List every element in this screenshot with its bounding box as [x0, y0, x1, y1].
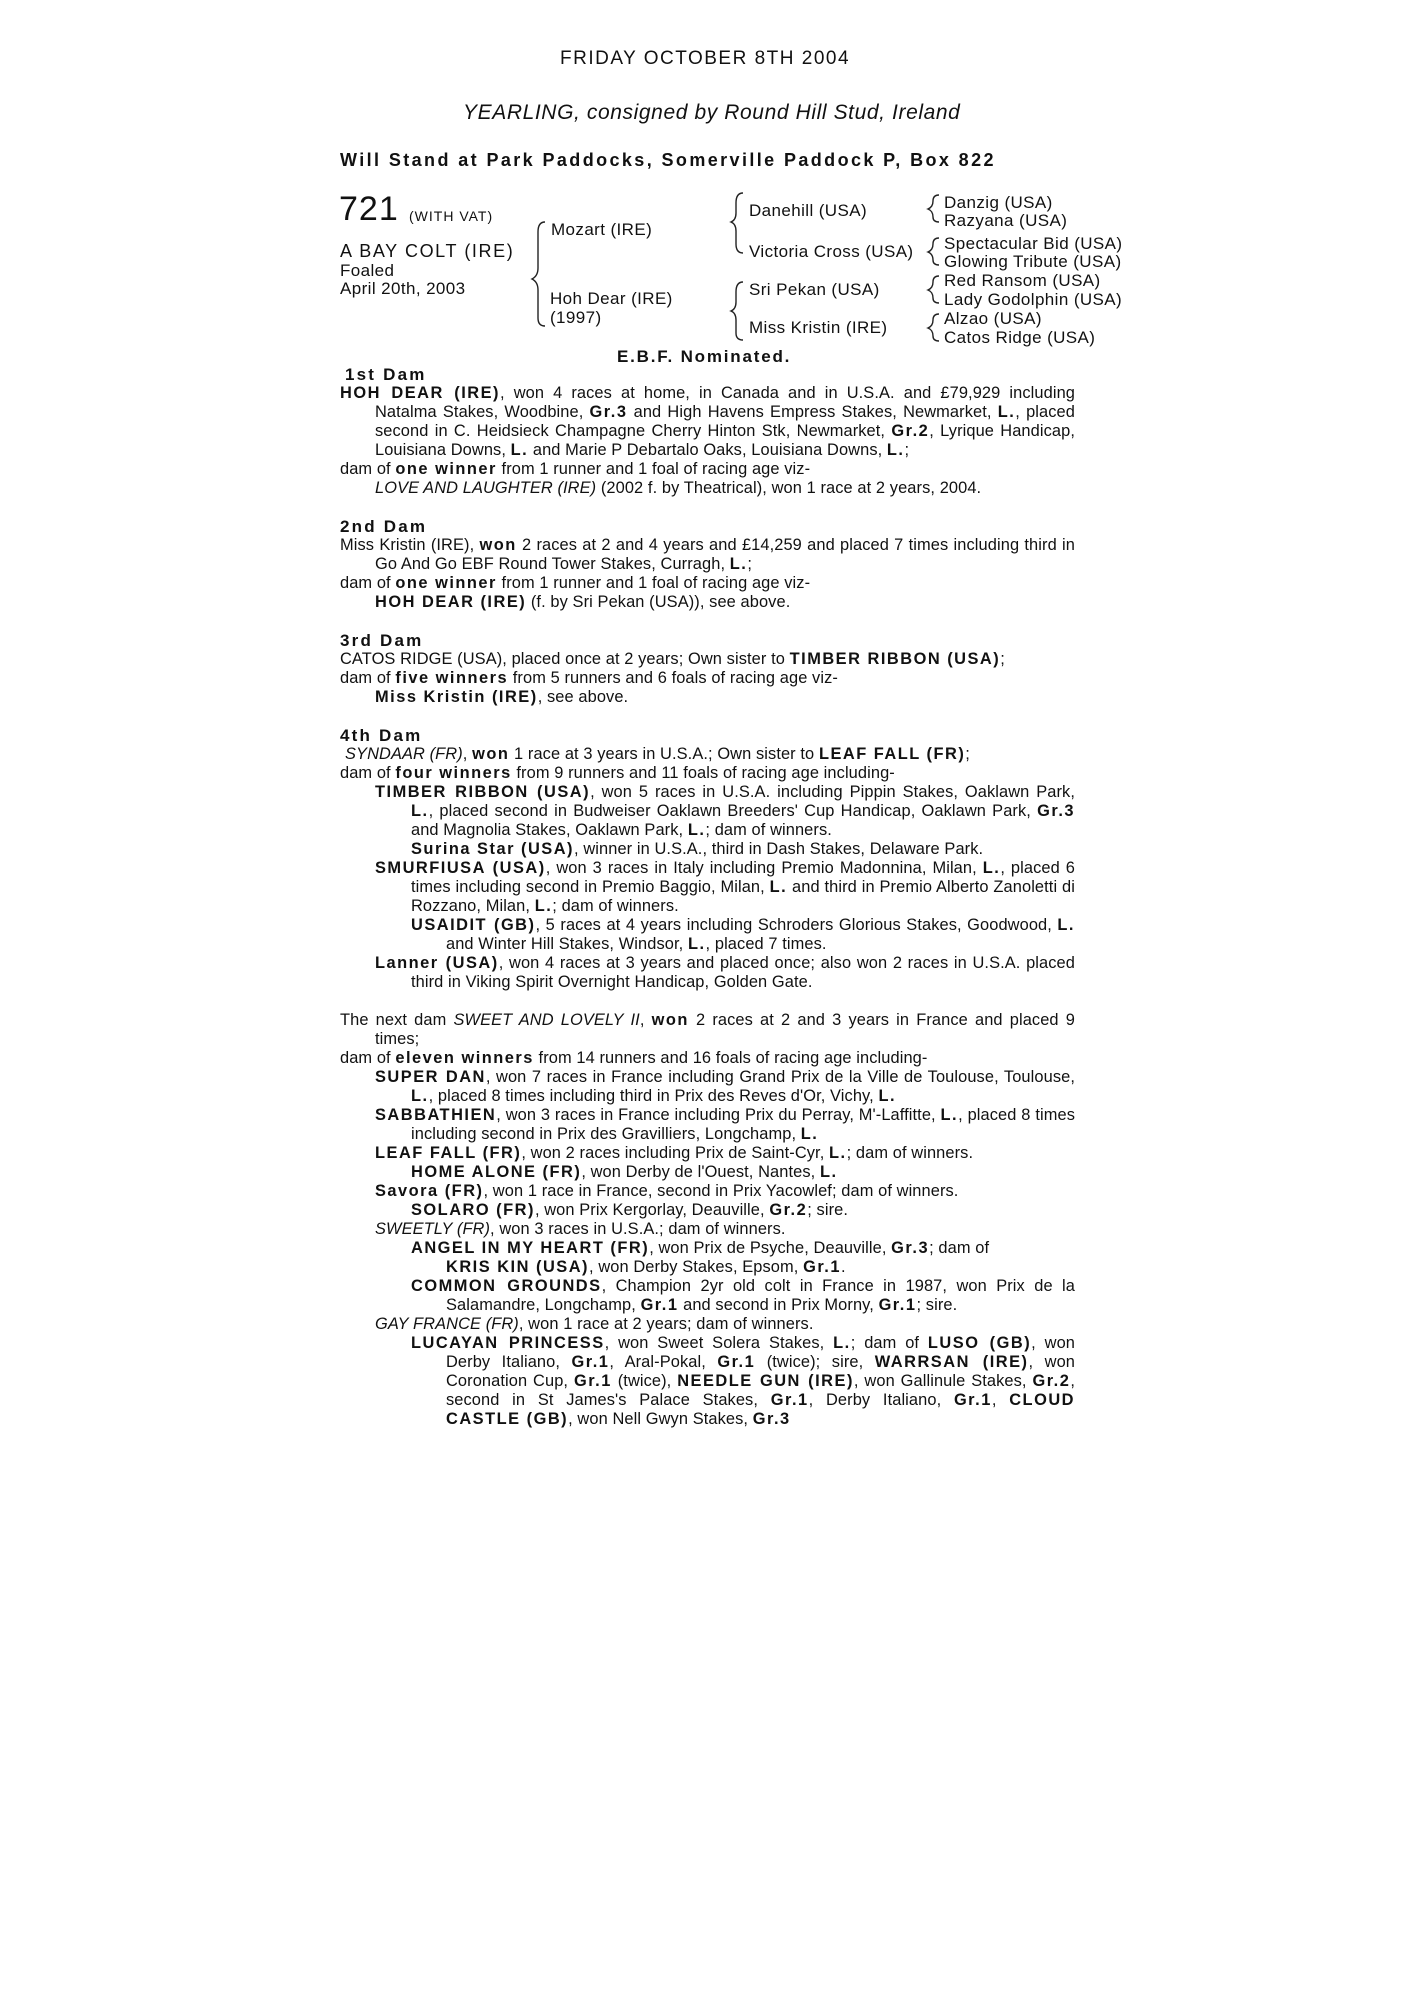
- stand-location: Will Stand at Park Paddocks, Somerville Paddock P, Box 822: [340, 150, 996, 170]
- lot-number: 721: [339, 190, 399, 228]
- smurfiusa-entry: SMURFIUSA (USA), won 3 races in Italy including Premio Madonnina, Milan, L., placed 6 times including second in Premio Baggio, Milan, L. and third in Premio Alberto Zanoletti di Rozzano, Milan, L.; dam of winners.: [375, 859, 1075, 915]
- first-dam-section: [340, 365, 1075, 498]
- common-grounds-entry: COMMON GROUNDS, Champion 2yr old colt in France in 1987, won Prix de la Salamandre, Longchamp, Gr.1 and second in Prix Morny, Gr.1; sire.: [411, 1277, 1076, 1314]
- savora-entry: Savora (FR), won 1 race in France, second in Prix Yacowlef; dam of winners.: [375, 1182, 959, 1200]
- timber-ribbon-entry: TIMBER RIBBON (USA), won 5 races in U.S.A. including Pippin Stakes, Oaklawn Park, L., placed second in Budweiser Oaklawn Breeders' Cup Handicap, Oaklawn Park, Gr.3 and Magnolia Stakes, Oaklawn Park, L.; dam of winners.: [375, 783, 1076, 839]
- home-alone-entry: HOME ALONE (FR), won Derby de l'Ouest, Nantes, L.: [411, 1163, 838, 1181]
- second-dam-produce: dam of one winner from 1 runner and 1 foal of racing age viz-: [340, 574, 811, 592]
- fourth-dam-title: 4th Dam: [340, 726, 423, 745]
- ggp-4: Glowing Tribute (USA): [944, 252, 1122, 271]
- surina-star-entry: Surina Star (USA), winner in U.S.A., third in Dash Stakes, Delaware Park.: [411, 840, 984, 858]
- lucayan-princess-entry: LUCAYAN PRINCESS, won Sweet Solera Stakes, L.; dam of LUSO (GB), won Derby Italiano, Gr.1, Aral-Pokal, Gr.1 (twice); sire, WARRSAN (IRE), won Coronation Cup, Gr.1 (twice), NEEDLE GUN (IRE), won Gallinule Stakes, Gr.2, second in St James's Palace Stakes, Gr.1, Derby Italiano, Gr.1, CLOUD CASTLE (GB), won Nell Gwyn Stakes, Gr.3: [411, 1334, 1076, 1428]
- gay-france-entry: GAY FRANCE (FR), won 1 race at 2 years; dam of winners.: [375, 1315, 814, 1333]
- ebf-nomination: E.B.F. Nominated.: [617, 347, 792, 366]
- first-dam-name: HOH DEAR (IRE): [340, 384, 500, 402]
- second-dam-progeny: HOH DEAR (IRE) (f. by Sri Pekan (USA)), see above.: [375, 593, 791, 611]
- usaidit-entry: USAIDIT (GB), 5 races at 4 years including Schroders Glorious Stakes, Goodwood, L. and Winter Hill Stakes, Windsor, L., placed 7 times.: [411, 916, 1075, 953]
- sire-dam: Victoria Cross (USA): [749, 242, 914, 261]
- first-dam-produce: dam of one winner from 1 runner and 1 foal of racing age viz-: [340, 460, 811, 478]
- second-dam-record: Miss Kristin (IRE), won 2 races at 2 and 4 years and £14,259 and placed 7 times including third in Go And Go EBF Round Tower Stakes, Curragh, L.;: [340, 536, 1075, 573]
- third-dam-section: [340, 631, 1075, 707]
- super-dan-entry: SUPER DAN, won 7 races in France including Grand Prix de la Ville de Toulouse, Toulouse, L., placed 8 times including third in Prix des Reves d'Or, Vichy, L.: [375, 1068, 1075, 1105]
- fourth-dam-record: SYNDAAR (FR), won 1 race at 3 years in U.S.A.; Own sister to LEAF FALL (FR);: [345, 745, 970, 763]
- third-dam-record: CATOS RIDGE (USA), placed once at 2 years; Own sister to TIMBER RIBBON (USA);: [340, 650, 1005, 668]
- leaf-fall-entry: LEAF FALL (FR), won 2 races including Prix de Saint-Cyr, L.; dam of winners.: [375, 1144, 974, 1162]
- foaled-date: April 20th, 2003: [340, 279, 466, 298]
- dam-name: Hoh Dear (IRE): [550, 289, 673, 308]
- foaled-label: Foaled: [340, 261, 395, 280]
- sire-name: Mozart (IRE): [551, 220, 653, 239]
- ggp-6: Lady Godolphin (USA): [944, 290, 1123, 309]
- dam-sire: Sri Pekan (USA): [749, 280, 880, 299]
- lanner-entry: Lanner (USA), won 4 races at 3 years and placed once; also won 2 races in U.S.A. placed third in Viking Spirit Overnight Handicap, Golden Gate.: [375, 954, 1075, 991]
- sabbathien-entry: SABBATHIEN, won 3 races in France including Prix du Perray, M'-Laffitte, L., placed 8 times including second in Prix des Gravilliers, Longchamp, L.: [375, 1106, 1076, 1143]
- next-dam-section: [340, 1011, 1075, 1429]
- consignment-line: YEARLING, consigned by Round Hill Stud, Ireland: [463, 101, 961, 124]
- vat-note: (WITH VAT): [409, 208, 494, 224]
- fourth-dam-section: [340, 726, 1075, 992]
- third-dam-progeny: Miss Kristin (IRE), see above.: [375, 688, 629, 706]
- fourth-dam-produce: dam of four winners from 9 runners and 11 foals of racing age including-: [340, 764, 895, 782]
- pedigree-brackets: [0, 0, 1413, 360]
- kris-kin-entry: KRIS KIN (USA), won Derby Stakes, Epsom, Gr.1.: [446, 1258, 846, 1276]
- ggp-8: Catos Ridge (USA): [944, 328, 1096, 347]
- ggp-5: Red Ransom (USA): [944, 271, 1101, 290]
- first-dam-progeny: LOVE AND LAUGHTER (IRE) (2002 f. by Theatrical), won 1 race at 2 years, 2004.: [375, 479, 982, 497]
- next-dam-produce: dam of eleven winners from 14 runners and 16 foals of racing age including-: [340, 1049, 928, 1067]
- next-dam-record: The next dam SWEET AND LOVELY II, won 2 races at 2 and 3 years in France and placed 9 times;: [340, 1011, 1075, 1048]
- first-dam-record: HOH DEAR (IRE), won 4 races at home, in Canada and in U.S.A. and £79,929 including Natalma Stakes, Woodbine, Gr.3 and High Havens Empress Stakes, Newmarket, L., placed second in C. Heidsieck Champagne Cherry Hinton Stk, Newmarket, Gr.2, Lyrique Handicap, Louisiana Downs, L. and Marie P Debartalo Oaks, Louisiana Downs, L.;: [340, 384, 1075, 459]
- second-dam-title: 2nd Dam: [340, 517, 428, 536]
- ggp-2: Razyana (USA): [944, 211, 1068, 230]
- lot-description: A BAY COLT (IRE): [340, 241, 515, 261]
- solaro-entry: SOLARO (FR), won Prix Kergorlay, Deauville, Gr.2; sire.: [411, 1201, 849, 1219]
- ggp-3: Spectacular Bid (USA): [944, 234, 1123, 253]
- dam-lines: [340, 365, 1075, 1429]
- ggp-1: Danzig (USA): [944, 193, 1053, 212]
- sire-sire: Danehill (USA): [749, 201, 868, 220]
- dam-dam: Miss Kristin (IRE): [749, 318, 888, 337]
- dam-year: (1997): [550, 308, 602, 327]
- third-dam-title: 3rd Dam: [340, 631, 424, 650]
- sweetly-entry: SWEETLY (FR), won 3 races in U.S.A.; dam of winners.: [375, 1220, 786, 1238]
- second-dam-section: [340, 517, 1075, 612]
- angel-in-my-heart-entry: ANGEL IN MY HEART (FR), won Prix de Psyche, Deauville, Gr.3; dam of: [411, 1239, 990, 1257]
- sale-date: FRIDAY OCTOBER 8TH 2004: [560, 48, 851, 69]
- third-dam-produce: dam of five winners from 5 runners and 6 foals of racing age viz-: [340, 669, 838, 687]
- first-dam-title: 1st Dam: [345, 365, 427, 384]
- ggp-7: Alzao (USA): [944, 309, 1042, 328]
